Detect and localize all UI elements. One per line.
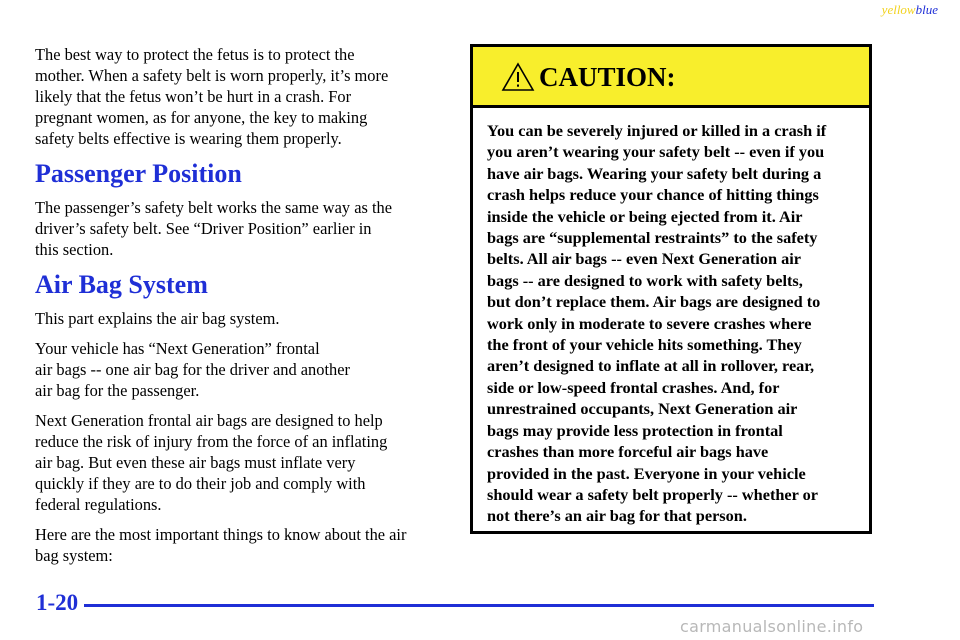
caution-line: the front of your vehicle hits something. They — [487, 335, 802, 355]
caution-line: bags -- are designed to work with safety belts, — [487, 270, 803, 290]
caution-line: not there’s an air bag for that person. — [487, 506, 747, 526]
caution-line: You can be severely injured or killed in a crash if — [487, 121, 827, 140]
page-number: 1-20 — [36, 590, 79, 615]
text-line: bag system: — [35, 546, 113, 565]
text-line: The passenger’s safety belt works the same way as the — [35, 198, 392, 217]
caution-line: inside the vehicle or being ejected from it. Air — [487, 206, 803, 226]
paragraph-frontal-airbags — [35, 338, 445, 401]
text-line: reduce the risk of injury from the force of an inflating — [35, 432, 388, 451]
caution-box — [470, 44, 872, 534]
caution-line: side or low-speed frontal crashes. And, for — [487, 377, 780, 397]
caution-header — [473, 47, 869, 108]
text-line: This part explains the air bag system. — [35, 309, 280, 328]
caution-line: bags are “supplemental restraints” to the safety — [487, 228, 818, 248]
caution-line: belts. All air bags -- even Next Generation air — [487, 249, 801, 269]
text-line: quickly if they are to do their job and comply with — [35, 474, 366, 493]
caution-line: aren’t designed to inflate at all in rollover, rear, — [487, 356, 815, 376]
caution-line: crash helps reduce your chance of hitting things — [487, 185, 819, 205]
caution-line: provided in the past. Everyone in your vehicle — [487, 463, 806, 483]
paragraph-intro — [35, 44, 445, 149]
paragraph-passenger — [35, 197, 445, 260]
heading-air-bag-system: Air Bag System — [35, 270, 208, 299]
text-line: air bags -- one air bag for the driver and another — [35, 360, 350, 379]
text-line: pregnant women, as for anyone, the key to making — [35, 108, 368, 127]
caution-line: should wear a safety belt properly -- whether or — [487, 484, 819, 504]
warning-triangle-icon — [501, 62, 535, 92]
left-column — [35, 44, 445, 575]
text-line: Your vehicle has “Next Generation” frontal — [35, 339, 320, 358]
caution-line: crashes than more forceful air bags have — [487, 442, 769, 462]
text-line: this section. — [35, 240, 114, 259]
header-tag-blue: blue — [915, 2, 938, 17]
caution-line: you aren’t wearing your safety belt -- even if you — [487, 142, 825, 162]
text-line: federal regulations. — [35, 495, 162, 514]
header-color-tag — [882, 2, 938, 18]
caution-line: unrestrained occupants, Next Generation air — [487, 399, 798, 419]
footer-divider — [84, 604, 874, 607]
text-line: safety belts effective is wearing them properly. — [35, 129, 342, 148]
text-line: driver’s safety belt. See “Driver Position” earlier in — [35, 219, 372, 238]
paragraph-airbag-intro — [35, 308, 445, 329]
paragraph-next-generation — [35, 410, 445, 515]
caution-line: have air bags. Wearing your safety belt during a — [487, 163, 822, 183]
heading-passenger-position: Passenger Position — [35, 159, 242, 188]
text-line: air bag. But even these air bags must inflate very — [35, 453, 356, 472]
paragraph-important-things — [35, 524, 445, 566]
text-line: Next Generation frontal air bags are designed to help — [35, 411, 383, 430]
text-line: likely that the fetus won’t be hurt in a crash. For — [35, 87, 352, 106]
caution-line: work only in moderate to severe crashes where — [487, 313, 812, 333]
text-line: mother. When a safety belt is worn properly, it’s more — [35, 66, 389, 85]
text-line: The best way to protect the fetus is to protect the — [35, 45, 355, 64]
caution-title: CAUTION: — [539, 62, 676, 92]
watermark: carmanualsonline.info — [680, 617, 864, 636]
header-tag-yellow: yellow — [881, 2, 916, 17]
text-line: air bag for the passenger. — [35, 381, 200, 400]
text-line: Here are the most important things to know about the air — [35, 525, 407, 544]
caution-line: but don’t replace them. Air bags are designed to — [487, 292, 821, 312]
caution-text — [473, 108, 869, 527]
caution-line: bags may provide less protection in frontal — [487, 420, 783, 440]
